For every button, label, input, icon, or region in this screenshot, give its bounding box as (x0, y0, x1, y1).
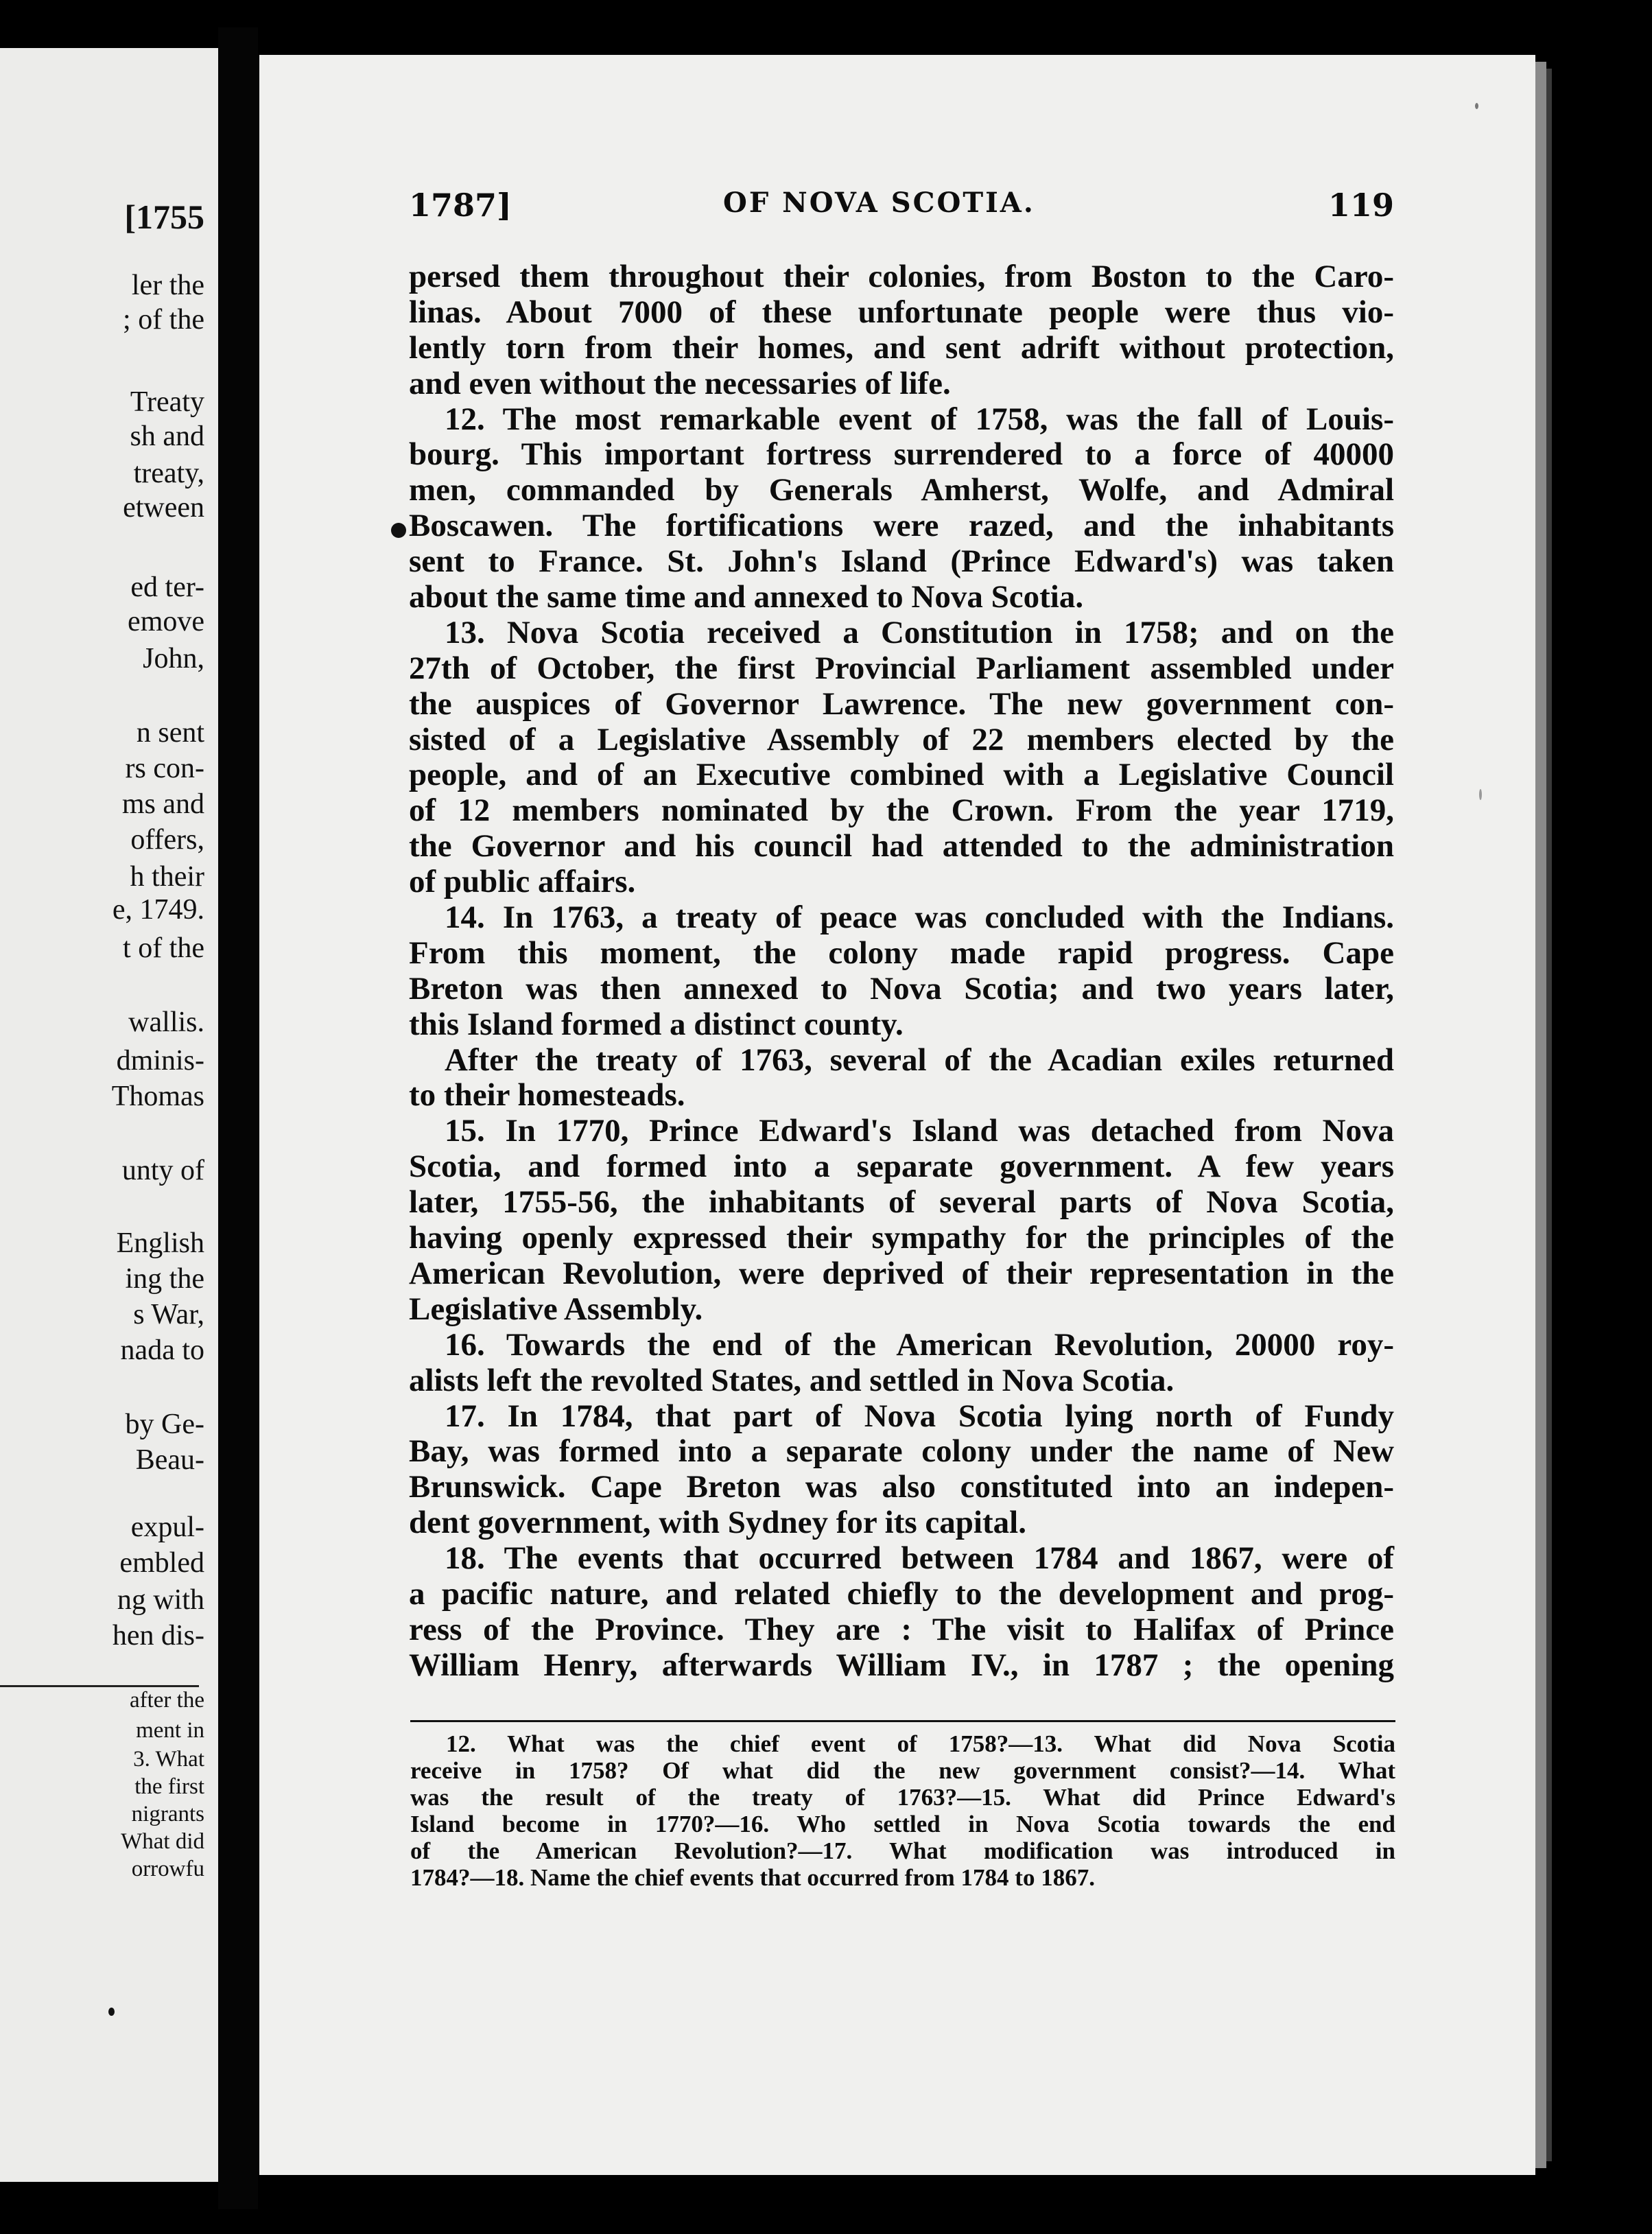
previous-page-line: embled (119, 1547, 204, 1579)
page-edge (1535, 62, 1546, 2168)
running-header (409, 187, 1394, 235)
header-year: 1787] (409, 187, 512, 224)
text-line: 15. In 1770, Prince Edward's Island was detached from Nova (445, 1113, 1394, 1149)
page-number: 119 (1328, 187, 1394, 224)
footnote-questions (410, 1730, 1395, 1891)
previous-page-line: ler the (131, 270, 204, 301)
previous-page-line: rs con- (125, 753, 204, 784)
text-line: Legislative Assembly. (409, 1291, 703, 1327)
text-line: a pacific nature, and related chiefly to the development and prog- (409, 1575, 1394, 1612)
previous-page-line: sh and (130, 421, 204, 452)
text-line: and even without the necessaries of life. (409, 365, 951, 401)
previous-page-line: wallis. (128, 1007, 204, 1038)
text-line: having openly expressed their sympathy for the principles of the (409, 1220, 1394, 1256)
previous-page-line: Thomas (111, 1081, 204, 1112)
text-line: 16. Towards the end of the American Revolution, 20000 roy- (445, 1326, 1394, 1363)
footnote-line: Island become in 1770?—16. Who settled in Nova Scotia towards the end (410, 1811, 1395, 1837)
previous-page-line: nada to (120, 1334, 204, 1366)
previous-page-line: John, (143, 643, 204, 674)
text-line: of 12 members nominated by the Crown. From the year 1719, (409, 792, 1394, 829)
ink-speck (1475, 103, 1478, 109)
text-line: William Henry, afterwards William IV., in 1787 ; the opening (409, 1647, 1394, 1683)
text-line: Boscawen. The fortifications were razed, and the inhabitants (409, 508, 1394, 544)
ink-speck (1479, 789, 1482, 800)
previous-page-running-head: [1755 (124, 198, 204, 236)
text-line: Breton was then annexed to Nova Scotia; and two years later, (409, 970, 1394, 1007)
previous-page-line: etween (123, 492, 204, 524)
previous-page-fragment (0, 48, 218, 2182)
text-line: 18. The events that occurred between 1784 and 1867, were of (445, 1540, 1394, 1577)
previous-page-line: ms and (121, 788, 204, 820)
previous-page-line: expul- (130, 1512, 204, 1543)
previous-page-line: offers, (130, 824, 204, 856)
footnote-line: was the result of the treaty of 1763?—15. What did Prince Edward's (410, 1784, 1395, 1811)
previous-page-line: ed ter- (130, 572, 204, 603)
body-text (409, 259, 1394, 1684)
previous-page-line: ing the (125, 1263, 204, 1295)
previous-page-line: ng with (117, 1584, 204, 1616)
footnote-line: receive in 1758? Of what did the new government consist?—14. What (410, 1757, 1395, 1784)
header-title: OF NOVA SCOTIA. (723, 187, 1035, 219)
text-line: 17. In 1784, that part of Nova Scotia lying north of Fundy (445, 1398, 1394, 1434)
text-line: Bay, was formed into a separate colony under the name of New (409, 1433, 1394, 1470)
text-line: alists left the revolted States, and settled in Nova Scotia. (409, 1362, 1175, 1398)
previous-page-footnote-line: What did (121, 1829, 204, 1854)
text-line: Scotia, and formed into a separate government. A few years (409, 1149, 1394, 1185)
previous-page-line: e, 1749. (112, 894, 204, 926)
text-line: 14. In 1763, a treaty of peace was concluded with the Indians. (445, 900, 1394, 936)
previous-page-line: n sent (136, 717, 204, 749)
text-line: about the same time and annexed to Nova Scotia. (409, 579, 1084, 615)
previous-page-line: by Ge- (125, 1409, 204, 1440)
text-line: Brunswick. Cape Breton was also constituted into an indepen- (409, 1469, 1394, 1505)
text-line: American Revolution, were deprived of their representation in the (409, 1255, 1394, 1291)
footnote-line: of the American Revolution?—17. What modification was introduced in (410, 1837, 1395, 1864)
previous-page-line: dminis- (116, 1045, 204, 1077)
text-line: After the treaty of 1763, several of the Acadian exiles returned (445, 1042, 1394, 1078)
footnote-rule (410, 1720, 1395, 1722)
text-line: the Governor and his council had attended to the administration (409, 828, 1394, 865)
text-line: 13. Nova Scotia received a Constitution in 1758; and on the (445, 614, 1394, 650)
previous-page-footnote-line: after the (129, 1688, 204, 1713)
text-line: linas. About 7000 of these unfortunate people were thus vio- (409, 294, 1394, 330)
previous-page-line: s War, (133, 1299, 204, 1330)
previous-page-footnote-line: ment in (136, 1718, 204, 1743)
previous-page-footnote-line: orrowfu (131, 1857, 204, 1881)
text-line: lently torn from their homes, and sent adrift without protection, (409, 329, 1394, 366)
ink-speck (108, 2008, 115, 2016)
text-line: this Island formed a distinct county. (409, 1006, 904, 1042)
text-line: men, commanded by Generals Amherst, Wolfe, and Admiral (409, 472, 1394, 508)
text-line: dent government, with Sydney for its capital. (409, 1505, 1026, 1541)
previous-page-line: treaty, (133, 458, 204, 489)
previous-page-footnote-line: 3. What (133, 1747, 204, 1772)
previous-page-line: unty of (121, 1155, 204, 1186)
footnote-line: 1784?—18. Name the chief events that occurred from 1784 to 1867. (410, 1864, 1095, 1891)
text-line: 12. The most remarkable event of 1758, was the fall of Louis- (445, 401, 1394, 437)
text-line: of public affairs. (409, 864, 636, 900)
text-line: From this moment, the colony made rapid progress. Cape (409, 934, 1394, 971)
previous-page-line: English (116, 1227, 204, 1259)
previous-page-line: t of the (123, 932, 204, 964)
previous-page-line: hen dis- (112, 1620, 204, 1651)
previous-page-line: emove (128, 606, 204, 637)
text-line: persed them throughout their colonies, from Boston to the Caro- (409, 259, 1394, 294)
page-edge-shadow (1546, 69, 1552, 2161)
previous-page-footnote-line: nigrants (131, 1802, 204, 1826)
text-line: to their homesteads. (409, 1077, 685, 1114)
text-line: people, and of an Executive combined with a Legislative Council (409, 757, 1394, 793)
text-line: later, 1755-56, the inhabitants of several parts of Nova Scotia, (409, 1184, 1394, 1221)
previous-page-line: h their (130, 861, 204, 893)
previous-page-footnote-line: the first (134, 1774, 204, 1799)
footnote-line: 12. What was the chief event of 1758?—13. What did Nova Scotia (446, 1730, 1395, 1757)
previous-page-line: Treaty (130, 386, 204, 418)
previous-page-line: ; of the (123, 304, 204, 336)
text-line: the auspices of Governor Lawrence. The new government con- (409, 685, 1394, 722)
text-line: bourg. This important fortress surrendered to a force of 40000 (409, 436, 1394, 473)
previous-page-line: Beau- (135, 1444, 204, 1476)
text-line: sent to France. St. John's Island (Prince Edward's) was taken (409, 543, 1394, 580)
text-line: 27th of October, the first Provincial Parliament assembled under (409, 650, 1394, 686)
book-gutter (218, 27, 258, 2209)
ink-blot (391, 523, 406, 538)
text-line: ress of the Province. They are : The visit to Halifax of Prince (409, 1611, 1394, 1647)
text-line: sisted of a Legislative Assembly of 22 members elected by the (409, 721, 1394, 757)
